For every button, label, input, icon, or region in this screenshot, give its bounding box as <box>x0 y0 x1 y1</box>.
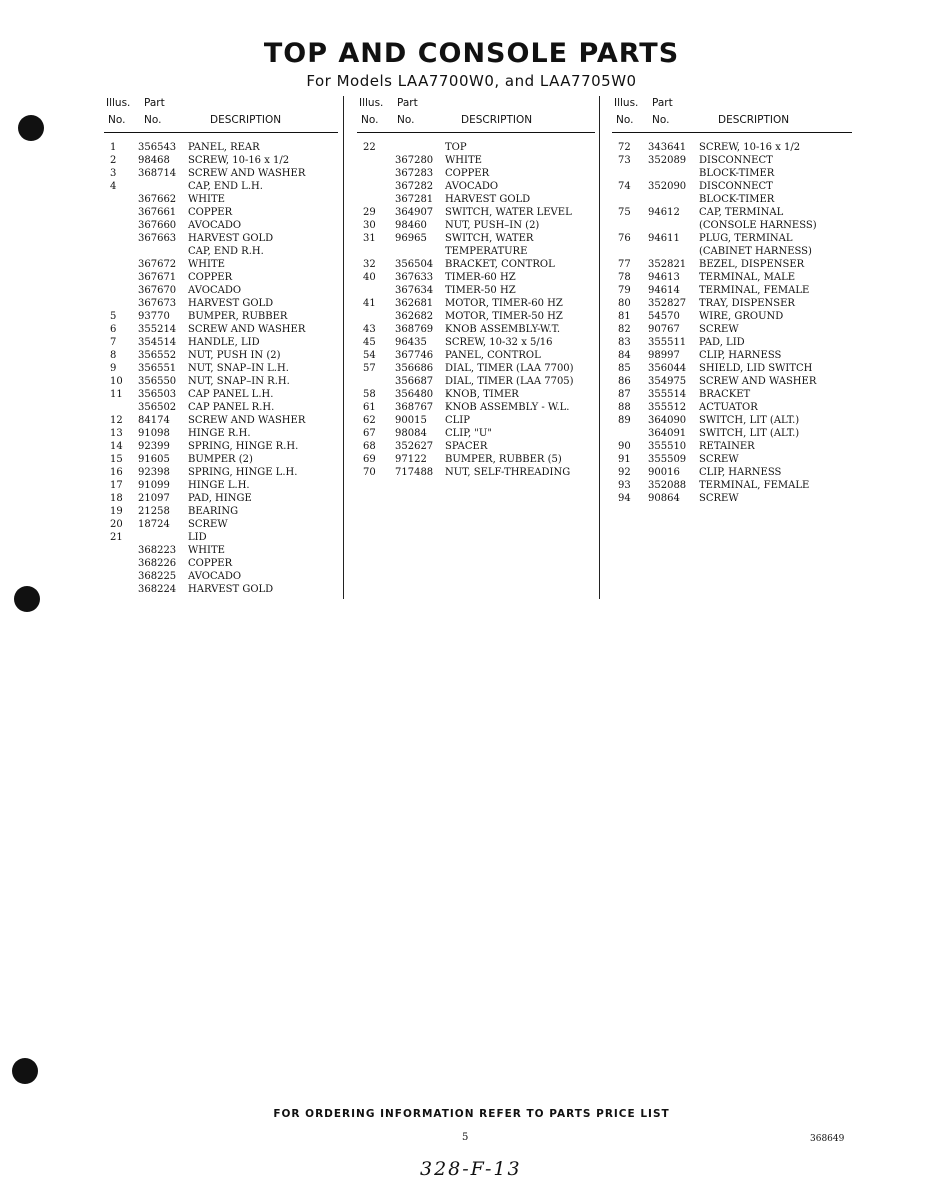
page-number: 5 <box>462 1132 469 1143</box>
part-number: 356044 <box>648 363 687 374</box>
illus-number: 90 <box>618 441 631 452</box>
header-description: DESCRIPTION <box>461 114 533 126</box>
part-number: 352089 <box>648 155 687 166</box>
part-number: 90015 <box>395 415 427 426</box>
part-description: MOTOR, TIMER-50 HZ <box>445 311 563 322</box>
part-number: 367662 <box>138 194 177 205</box>
part-number: 368769 <box>395 324 434 335</box>
part-description: SPRING, HINGE L.H. <box>188 467 298 478</box>
illus-number: 4 <box>110 181 117 192</box>
illus-number: 87 <box>618 389 631 400</box>
illus-number: 92 <box>618 467 631 478</box>
part-number: 94613 <box>648 272 680 283</box>
punch-hole-icon <box>14 586 40 612</box>
part-number: 98460 <box>395 220 427 231</box>
part-description: NUT, SELF-THREADING <box>445 467 571 478</box>
illus-number: 77 <box>618 259 631 270</box>
part-number: 90767 <box>648 324 680 335</box>
ordering-info-footer: FOR ORDERING INFORMATION REFER TO PARTS PRICE LIST <box>273 1108 670 1120</box>
part-description: KNOB ASSEMBLY-W.T. <box>445 324 561 335</box>
illus-number: 80 <box>618 298 631 309</box>
illus-number: 88 <box>618 402 631 413</box>
header-part: Part <box>397 97 418 109</box>
part-number: 93770 <box>138 311 170 322</box>
part-description: DIAL, TIMER (LAA 7700) <box>445 363 574 374</box>
part-number: 368767 <box>395 402 434 413</box>
part-number: 96435 <box>395 337 427 348</box>
part-description: TERMINAL, MALE <box>699 272 796 283</box>
part-description: COPPER <box>188 558 233 569</box>
illus-number: 17 <box>110 480 123 491</box>
part-description: BLOCK-TIMER <box>699 168 775 179</box>
part-description: AVOCADO <box>188 571 242 582</box>
column-header <box>357 96 595 133</box>
header-part: Part <box>144 97 165 109</box>
illus-number: 67 <box>363 428 376 439</box>
illus-number: 11 <box>110 389 123 400</box>
part-number: 352827 <box>648 298 687 309</box>
part-description: SCREW <box>188 519 228 530</box>
illus-number: 30 <box>363 220 376 231</box>
illus-number: 83 <box>618 337 631 348</box>
part-number: 356687 <box>395 376 434 387</box>
illus-number: 14 <box>110 441 123 452</box>
part-number: 367282 <box>395 181 434 192</box>
part-description: DISCONNECT <box>699 181 773 192</box>
part-number: 98468 <box>138 155 170 166</box>
illus-number: 9 <box>110 363 117 374</box>
part-number: 367280 <box>395 155 434 166</box>
illus-number: 31 <box>363 233 376 244</box>
part-description: HINGE R.H. <box>188 428 251 439</box>
part-description: BUMPER (2) <box>188 454 253 465</box>
illus-number: 61 <box>363 402 376 413</box>
part-number: 96965 <box>395 233 427 244</box>
illus-number: 58 <box>363 389 376 400</box>
header-description: DESCRIPTION <box>718 114 790 126</box>
page-title: TOP AND CONSOLE PARTS <box>263 38 680 69</box>
part-number: 367670 <box>138 285 177 296</box>
header-no: No. <box>361 114 379 126</box>
part-description: AVOCADO <box>188 285 242 296</box>
column-divider <box>599 96 600 599</box>
part-number: 356480 <box>395 389 434 400</box>
column-header <box>104 96 338 133</box>
part-number: 368225 <box>138 571 177 582</box>
header-illus: Illus. <box>106 97 131 109</box>
part-description: SCREW AND WASHER <box>188 415 306 426</box>
part-description: HINGE L.H. <box>188 480 250 491</box>
illus-number: 29 <box>363 207 376 218</box>
page-subtitle: For Models LAA7700W0, and LAA7705W0 <box>306 72 637 90</box>
illus-number: 6 <box>110 324 117 335</box>
part-number: 367663 <box>138 233 177 244</box>
part-description: SCREW <box>699 493 739 504</box>
header-no: No. <box>397 114 415 126</box>
part-number: 356502 <box>138 402 177 413</box>
illus-number: 84 <box>618 350 631 361</box>
illus-number: 8 <box>110 350 117 361</box>
document-number: 368649 <box>810 1134 845 1144</box>
part-description: PAD, LID <box>699 337 745 348</box>
part-number: 355514 <box>648 389 687 400</box>
illus-number: 7 <box>110 337 117 348</box>
part-description: NUT, PUSH IN (2) <box>188 350 281 361</box>
part-description: SPRING, HINGE R.H. <box>188 441 299 452</box>
part-number: 21258 <box>138 506 170 517</box>
part-number: 364091 <box>648 428 687 439</box>
part-number: 354975 <box>648 376 687 387</box>
part-number: 90016 <box>648 467 680 478</box>
part-description: DIAL, TIMER (LAA 7705) <box>445 376 574 387</box>
part-number: 355510 <box>648 441 687 452</box>
part-description: SWITCH, WATER <box>445 233 534 244</box>
illus-number: 41 <box>363 298 376 309</box>
header-no: No. <box>144 114 162 126</box>
column-header <box>612 96 852 133</box>
illus-number: 85 <box>618 363 631 374</box>
part-description: SWITCH, WATER LEVEL <box>445 207 572 218</box>
part-number: 356552 <box>138 350 177 361</box>
illus-number: 43 <box>363 324 376 335</box>
part-description: (CONSOLE HARNESS) <box>699 220 817 231</box>
part-description: DISCONNECT <box>699 155 773 166</box>
part-description: SCREW, 10-16 x 1/2 <box>188 155 290 166</box>
part-number: 352088 <box>648 480 687 491</box>
part-description: TEMPERATURE <box>445 246 528 257</box>
illus-number: 74 <box>618 181 631 192</box>
illus-number: 45 <box>363 337 376 348</box>
part-description: CAP, END R.H. <box>188 246 264 257</box>
part-number: 362682 <box>395 311 434 322</box>
part-description: CLIP, HARNESS <box>699 467 782 478</box>
part-description: WHITE <box>188 545 225 556</box>
illus-number: 78 <box>618 272 631 283</box>
part-description: PANEL, CONTROL <box>445 350 541 361</box>
part-description: WHITE <box>188 194 225 205</box>
part-description: BUMPER, RUBBER <box>188 311 288 322</box>
part-number: 364907 <box>395 207 434 218</box>
part-description: WHITE <box>188 259 225 270</box>
illus-number: 2 <box>110 155 117 166</box>
part-number: 21097 <box>138 493 170 504</box>
part-description: CAP PANEL R.H. <box>188 402 275 413</box>
part-description: KNOB ASSEMBLY - W.L. <box>445 402 570 413</box>
column-divider <box>343 96 344 599</box>
header-illus: Illus. <box>614 97 639 109</box>
part-description: CLIP, HARNESS <box>699 350 782 361</box>
illus-number: 79 <box>618 285 631 296</box>
header-no: No. <box>616 114 634 126</box>
part-description: HARVEST GOLD <box>188 584 274 595</box>
part-number: 352090 <box>648 181 687 192</box>
part-number: 90864 <box>648 493 680 504</box>
part-description: SCREW AND WASHER <box>699 376 817 387</box>
part-description: LID <box>188 532 207 543</box>
part-description: CAP, TERMINAL <box>699 207 784 218</box>
part-description: SHIELD, LID SWITCH <box>699 363 813 374</box>
part-number: 352627 <box>395 441 434 452</box>
header-part: Part <box>652 97 673 109</box>
part-description: COPPER <box>445 168 490 179</box>
header-illus: Illus. <box>359 97 384 109</box>
illus-number: 12 <box>110 415 123 426</box>
part-number: 368714 <box>138 168 177 179</box>
part-number: 54570 <box>648 311 680 322</box>
illus-number: 1 <box>110 142 117 153</box>
illus-number: 40 <box>363 272 376 283</box>
part-description: BEARING <box>188 506 239 517</box>
part-number: 355512 <box>648 402 687 413</box>
part-description: SCREW <box>699 324 739 335</box>
illus-number: 13 <box>110 428 123 439</box>
part-number: 91098 <box>138 428 170 439</box>
part-number: 94614 <box>648 285 680 296</box>
part-number: 367672 <box>138 259 177 270</box>
illus-number: 57 <box>363 363 376 374</box>
part-number: 98084 <box>395 428 427 439</box>
illus-number: 69 <box>363 454 376 465</box>
illus-number: 18 <box>110 493 123 504</box>
parts-column-1 <box>104 96 338 595</box>
part-description: BRACKET <box>699 389 751 400</box>
part-description: SCREW, 10-32 x 5/16 <box>445 337 553 348</box>
part-description: BEZEL, DISPENSER <box>699 259 805 270</box>
header-no: No. <box>652 114 670 126</box>
part-number: 355511 <box>648 337 687 348</box>
part-number: 91099 <box>138 480 170 491</box>
part-description: AVOCADO <box>445 181 499 192</box>
header-description: DESCRIPTION <box>210 114 282 126</box>
part-description: SPACER <box>445 441 488 452</box>
illus-number: 76 <box>618 233 631 244</box>
part-number: 368224 <box>138 584 177 595</box>
illus-number: 20 <box>110 519 123 530</box>
part-description: NUT, SNAP–IN L.H. <box>188 363 289 374</box>
punch-hole-icon <box>18 115 44 141</box>
part-number: 356503 <box>138 389 177 400</box>
illus-number: 81 <box>618 311 631 322</box>
part-description: COPPER <box>188 272 233 283</box>
part-number: 367661 <box>138 207 177 218</box>
part-number: 367633 <box>395 272 434 283</box>
part-description: SCREW <box>699 454 739 465</box>
part-description: AVOCADO <box>188 220 242 231</box>
part-number: 354514 <box>138 337 177 348</box>
part-description: HARVEST GOLD <box>188 298 274 309</box>
part-description: WIRE, GROUND <box>699 311 784 322</box>
part-description: SCREW AND WASHER <box>188 168 306 179</box>
illus-number: 75 <box>618 207 631 218</box>
part-description: HANDLE, LID <box>188 337 260 348</box>
part-description: CLIP, "U" <box>445 428 492 439</box>
part-number: 92399 <box>138 441 170 452</box>
illus-number: 73 <box>618 155 631 166</box>
part-description: CAP, END L.H. <box>188 181 263 192</box>
part-description: TIMER-50 HZ <box>445 285 516 296</box>
part-number: 343641 <box>648 142 687 153</box>
part-description: SCREW AND WASHER <box>188 324 306 335</box>
illus-number: 22 <box>363 142 376 153</box>
part-number: 356686 <box>395 363 434 374</box>
part-number: 92398 <box>138 467 170 478</box>
illus-number: 10 <box>110 376 123 387</box>
illus-number: 15 <box>110 454 123 465</box>
part-number: 367281 <box>395 194 434 205</box>
illus-number: 68 <box>363 441 376 452</box>
part-description: BRACKET, CONTROL <box>445 259 555 270</box>
illus-number: 5 <box>110 311 117 322</box>
part-number: 98997 <box>648 350 680 361</box>
part-number: 367634 <box>395 285 434 296</box>
handwritten-note: 328-F-13 <box>420 1158 522 1180</box>
part-description: CLIP <box>445 415 470 426</box>
illus-number: 54 <box>363 350 376 361</box>
part-description: BLOCK-TIMER <box>699 194 775 205</box>
part-description: PANEL, REAR <box>188 142 260 153</box>
parts-column-3 <box>612 96 852 504</box>
part-description: TERMINAL, FEMALE <box>699 480 810 491</box>
part-number: 91605 <box>138 454 170 465</box>
illus-number: 86 <box>618 376 631 387</box>
illus-number: 72 <box>618 142 631 153</box>
part-description: TERMINAL, FEMALE <box>699 285 810 296</box>
part-number: 367660 <box>138 220 177 231</box>
part-description: BUMPER, RUBBER (5) <box>445 454 562 465</box>
part-description: NUT, SNAP–IN R.H. <box>188 376 290 387</box>
part-number: 356551 <box>138 363 177 374</box>
part-description: COPPER <box>188 207 233 218</box>
illus-number: 89 <box>618 415 631 426</box>
part-description: HARVEST GOLD <box>188 233 274 244</box>
part-number: 717488 <box>395 467 434 478</box>
illus-number: 21 <box>110 532 123 543</box>
part-description: TRAY, DISPENSER <box>699 298 795 309</box>
part-number: 356550 <box>138 376 177 387</box>
illus-number: 91 <box>618 454 631 465</box>
part-number: 18724 <box>138 519 170 530</box>
part-number: 368223 <box>138 545 177 556</box>
part-description: ACTUATOR <box>699 402 758 413</box>
part-number: 364090 <box>648 415 687 426</box>
part-description: MOTOR, TIMER-60 HZ <box>445 298 563 309</box>
part-number: 367673 <box>138 298 177 309</box>
part-description: SWITCH, LIT (ALT.) <box>699 415 800 426</box>
part-number: 355214 <box>138 324 177 335</box>
part-number: 84174 <box>138 415 170 426</box>
illus-number: 82 <box>618 324 631 335</box>
part-description: CAP PANEL L.H. <box>188 389 274 400</box>
part-number: 356543 <box>138 142 177 153</box>
illus-number: 62 <box>363 415 376 426</box>
part-number: 97122 <box>395 454 427 465</box>
illus-number: 94 <box>618 493 631 504</box>
part-number: 94611 <box>648 233 680 244</box>
part-description: RETAINER <box>699 441 755 452</box>
part-description: TIMER-60 HZ <box>445 272 516 283</box>
part-description: SWITCH, LIT (ALT.) <box>699 428 800 439</box>
illus-number: 19 <box>110 506 123 517</box>
part-description: PLUG, TERMINAL <box>699 233 793 244</box>
part-number: 94612 <box>648 207 680 218</box>
part-number: 355509 <box>648 454 687 465</box>
part-number: 367671 <box>138 272 177 283</box>
part-description: SCREW, 10-16 x 1/2 <box>699 142 801 153</box>
part-number: 367746 <box>395 350 434 361</box>
illus-number: 93 <box>618 480 631 491</box>
header-no: No. <box>108 114 126 126</box>
illus-number: 3 <box>110 168 117 179</box>
part-number: 362681 <box>395 298 434 309</box>
illus-number: 16 <box>110 467 123 478</box>
part-number: 367283 <box>395 168 434 179</box>
illus-number: 70 <box>363 467 376 478</box>
part-description: HARVEST GOLD <box>445 194 531 205</box>
part-number: 356504 <box>395 259 434 270</box>
illus-number: 32 <box>363 259 376 270</box>
part-description: NUT, PUSH–IN (2) <box>445 220 540 231</box>
punch-hole-icon <box>12 1058 38 1084</box>
part-number: 352821 <box>648 259 687 270</box>
part-description: PAD, HINGE <box>188 493 252 504</box>
part-description: (CABINET HARNESS) <box>699 246 812 257</box>
part-description: KNOB, TIMER <box>445 389 519 400</box>
part-number: 368226 <box>138 558 177 569</box>
part-description: WHITE <box>445 155 482 166</box>
parts-column-2 <box>357 96 595 478</box>
part-description: TOP <box>445 142 467 153</box>
